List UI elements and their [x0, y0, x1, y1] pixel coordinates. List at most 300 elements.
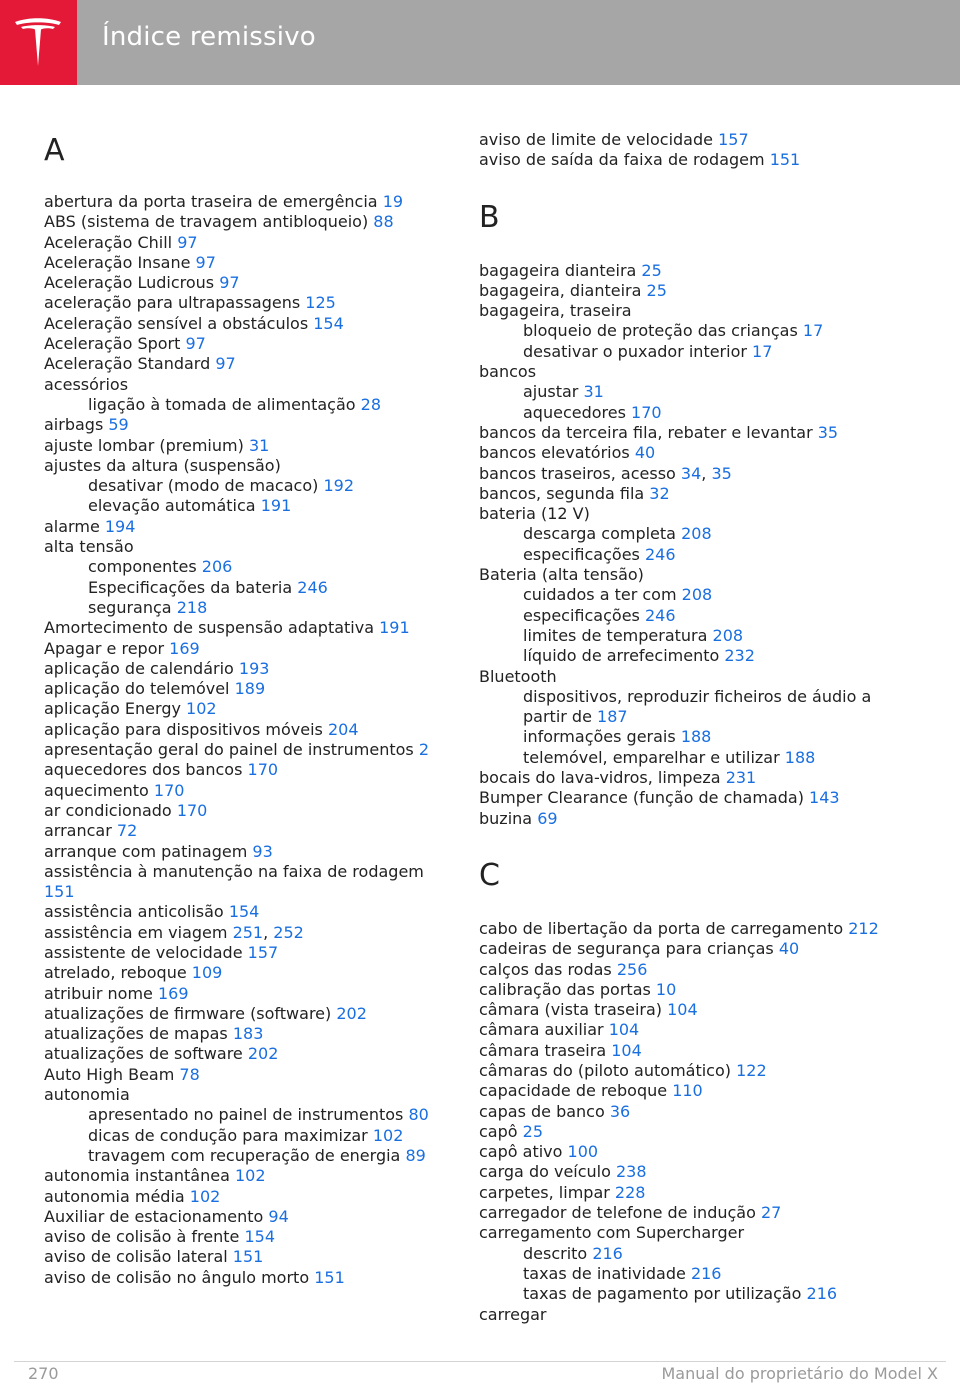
page-link[interactable]: 192 [323, 476, 354, 496]
page-link[interactable]: 36 [609, 1101, 631, 1121]
index-subentry [479, 382, 879, 402]
page-link[interactable]: 151 [769, 150, 801, 170]
entry-term: assistência em viagem [44, 922, 228, 942]
page-link[interactable]: 17 [752, 341, 773, 361]
entry-term: arrancar [44, 821, 112, 841]
page-link[interactable]: 88 [373, 212, 394, 232]
index-entry [44, 801, 444, 821]
index-entry [479, 919, 879, 939]
page-link[interactable]: 256 [616, 959, 648, 979]
page-link[interactable]: 169 [169, 638, 200, 658]
entry-term: líquido de arrefecimento [523, 646, 720, 666]
index-subentry [479, 545, 879, 565]
page-link[interactable]: 191 [260, 496, 292, 516]
index-entry [44, 1085, 444, 1105]
page-separator: , [263, 922, 269, 942]
entry-term: assistência anticolisão [44, 902, 224, 922]
page-link[interactable]: 31 [583, 382, 604, 402]
index-entry [44, 456, 444, 476]
page-title: Índice remissivo [102, 22, 316, 52]
index-subentry [479, 606, 879, 626]
page-link[interactable]: 169 [157, 983, 189, 1003]
index-entry [479, 809, 879, 829]
entry-term: desativar (modo de macaco) [88, 476, 319, 496]
entry-term: autonomia média [44, 1186, 185, 1206]
index-entry [479, 1305, 879, 1325]
entry-term: câmara (vista traseira) [479, 1000, 663, 1020]
page-link[interactable]: 151 [314, 1267, 345, 1287]
page-link[interactable]: 208 [712, 625, 744, 645]
entry-term: calços das rodas [479, 959, 612, 979]
index-entry [44, 1187, 444, 1207]
entry-term: alarme [44, 516, 100, 536]
page-link[interactable]: 17 [802, 321, 824, 341]
section-letter: C [479, 857, 500, 893]
entry-term: aquecedores dos bancos [44, 760, 243, 780]
index-subentry [479, 687, 879, 728]
entry-term: Apagar e repor [44, 638, 165, 658]
entry-term: aceleração para ultrapassagens [44, 293, 301, 313]
entry-term: aviso de limite de velocidade [479, 130, 713, 149]
index-entry [479, 484, 879, 504]
index-entry [44, 354, 444, 374]
page-link[interactable]: 202 [247, 1044, 279, 1064]
entry-term: bateria (12 V) [479, 504, 590, 524]
index-entry [479, 1162, 879, 1182]
entry-term: autonomia [44, 1085, 130, 1105]
index-entry [44, 1044, 444, 1064]
entry-term: Aceleração Insane [44, 252, 191, 272]
index-entry [44, 537, 444, 557]
page-link[interactable]: 188 [680, 727, 712, 747]
brand-logo [0, 0, 77, 85]
entry-term: desativar o puxador interior [523, 341, 747, 361]
index-entry [479, 1041, 879, 1061]
entry-term: apresentação geral do painel de instrumentos [44, 740, 414, 760]
index-entry [479, 960, 879, 980]
entry-term: aquecedores [523, 402, 626, 422]
index-entry [479, 1020, 879, 1040]
index-entry [44, 862, 444, 903]
index-entry [44, 1207, 444, 1227]
page-link[interactable]: 72 [116, 821, 138, 841]
page-link[interactable]: 35 [817, 422, 839, 442]
page-link[interactable]: 193 [238, 658, 270, 678]
page-link[interactable]: 216 [806, 1284, 838, 1304]
entry-term: ajuste lombar (premium) [44, 435, 244, 455]
index-entry [479, 464, 879, 484]
index-subentry [44, 557, 444, 577]
index-entry [479, 980, 879, 1000]
entry-term: autonomia instantânea [44, 1166, 230, 1186]
entry-term: ar condicionado [44, 800, 172, 820]
page-link[interactable]: 157 [247, 942, 279, 962]
index-subentry [479, 1284, 879, 1304]
page-link[interactable]: 102 [234, 1166, 266, 1186]
entry-term: Aceleração Standard [44, 354, 211, 374]
page-link[interactable]: 251 [232, 922, 264, 942]
index-entry [44, 1227, 444, 1247]
entry-term: câmaras do (piloto automático) [479, 1060, 731, 1080]
page-link[interactable]: 69 [537, 808, 558, 828]
page-link[interactable]: 35 [711, 463, 732, 483]
index-entry [479, 1203, 879, 1223]
page-link[interactable]: 102 [186, 699, 217, 719]
page-link[interactable]: 188 [784, 747, 816, 767]
index-entry [479, 788, 879, 808]
entry-term: abertura da porta traseira de emergência [44, 192, 378, 211]
entry-term: taxas de pagamento por utilização [523, 1284, 802, 1304]
entry-term: arranque com patinagem [44, 841, 248, 861]
index-subentry [479, 626, 879, 646]
index-subentry [479, 727, 879, 747]
index-entry [479, 423, 879, 443]
index-subentry [479, 585, 879, 605]
page-link[interactable]: 94 [268, 1206, 289, 1226]
entry-term: aplicação para dispositivos móveis [44, 719, 323, 739]
page-link[interactable]: 228 [614, 1182, 646, 1202]
entry-term: elevação automática [88, 496, 256, 516]
page-link[interactable]: 154 [228, 902, 260, 922]
entry-term: ligação à tomada de alimentação [88, 394, 356, 414]
entry-term: Aceleração sensível a obstáculos [44, 313, 309, 333]
entry-term: câmara auxiliar [479, 1020, 604, 1040]
entry-term: cadeiras de segurança para crianças [479, 939, 774, 959]
page-link[interactable]: 40 [634, 443, 656, 463]
entry-term: Auto High Beam [44, 1064, 175, 1084]
entry-term: apresentado no painel de instrumentos [88, 1105, 404, 1125]
index-subentry [479, 1244, 879, 1264]
page-link[interactable]: 104 [667, 1000, 698, 1020]
index-entry [44, 1065, 444, 1085]
entry-term: carregamento com Supercharger [479, 1223, 745, 1243]
index-subentry [479, 646, 879, 666]
index-entry [479, 1000, 879, 1020]
section-letter: A [44, 133, 65, 168]
index-subentry [479, 748, 879, 768]
page-link[interactable]: 170 [176, 800, 208, 820]
entry-term: ajustar [523, 382, 579, 402]
index-subentry [44, 1105, 444, 1125]
entry-term: dispositivos, reproduzir ficheiros de áudio a partir de [523, 686, 872, 727]
page-link[interactable]: 216 [592, 1243, 623, 1263]
index-entry [44, 923, 444, 943]
index-entry [44, 293, 444, 313]
index-entry [44, 314, 444, 334]
entry-term: câmara traseira [479, 1040, 607, 1060]
index-subentry [44, 1126, 444, 1146]
entry-term: atrelado, reboque [44, 963, 187, 983]
page-link[interactable]: 143 [809, 788, 840, 808]
index-entry [479, 667, 879, 687]
entry-term: aviso de colisão à frente [44, 1227, 240, 1247]
index-entry [479, 261, 879, 281]
entry-term: descrito [523, 1243, 588, 1263]
entry-term: bagageira, traseira [479, 301, 632, 321]
page-link[interactable]: 218 [176, 597, 208, 617]
entry-term: Bumper Clearance (função de chamada) [479, 788, 804, 808]
page-link[interactable]: 104 [608, 1020, 640, 1040]
index-entry [44, 963, 444, 983]
index-entry [479, 1061, 879, 1081]
entry-term: aviso de colisão lateral [44, 1247, 228, 1267]
page-link[interactable]: 10 [655, 979, 677, 999]
index-entry [479, 1183, 879, 1203]
entry-term: capô [479, 1121, 518, 1141]
entry-term: atualizações de firmware (software) [44, 1003, 332, 1023]
index-subentry [479, 342, 879, 362]
entry-term: especificações [523, 544, 640, 564]
page-link[interactable]: 19 [382, 192, 404, 211]
page-link[interactable]: 78 [179, 1064, 200, 1084]
entry-term: aplicação de calendário [44, 658, 234, 678]
page-link[interactable]: 151 [232, 1247, 264, 1267]
entry-term: ajustes da altura (suspensão) [44, 455, 281, 475]
index-entry [44, 273, 444, 293]
page-link[interactable]: 89 [405, 1145, 426, 1165]
entry-term: ABS (sistema de travagem antibloqueio) [44, 212, 369, 232]
index-entry [44, 1247, 444, 1267]
entry-term: componentes [88, 557, 197, 577]
entry-term: telemóvel, emparelhar e utilizar [523, 747, 780, 767]
entry-term: atualizações de mapas [44, 1024, 228, 1044]
page-header [0, 0, 960, 85]
page-link[interactable]: 191 [379, 618, 410, 638]
page-link[interactable]: 187 [597, 707, 628, 727]
page-link[interactable]: 110 [672, 1081, 703, 1101]
entry-term: Aceleração Sport [44, 334, 181, 354]
page-link[interactable]: 208 [681, 524, 712, 544]
entry-term: carregar [479, 1304, 547, 1324]
entry-term: Especificações da bateria [88, 577, 293, 597]
entry-term: bloqueio de proteção das crianças [523, 321, 798, 341]
index-entry [479, 939, 879, 959]
page-link[interactable]: 34 [680, 463, 702, 483]
section-letter: B [479, 199, 500, 235]
entry-term: carpetes, limpar [479, 1182, 610, 1202]
entry-term: travagem com recuperação de energia [88, 1145, 401, 1165]
page-link[interactable]: 97 [219, 273, 240, 293]
index-entry [44, 233, 444, 253]
index-entry [44, 821, 444, 841]
page-link[interactable]: 31 [248, 435, 270, 455]
page-link[interactable]: 102 [372, 1125, 404, 1145]
index-subentry [44, 476, 444, 496]
index-entry [479, 130, 879, 150]
page-link[interactable]: 246 [297, 577, 328, 597]
index-entry [44, 192, 444, 212]
index-entry [44, 415, 444, 435]
entry-term: aplicação do telemóvel [44, 679, 230, 699]
tesla-logo-icon [12, 16, 64, 70]
index-entry [44, 699, 444, 719]
index-entry [479, 443, 879, 463]
entry-term: buzina [479, 808, 533, 828]
entry-term: bancos elevatórios [479, 443, 630, 463]
entry-term: aplicação Energy [44, 699, 181, 719]
entry-term: airbags [44, 415, 104, 435]
entry-term: Aceleração Ludicrous [44, 273, 215, 293]
page-link[interactable]: 97 [215, 354, 236, 374]
index-entry [44, 639, 444, 659]
entry-term: capas de banco [479, 1101, 605, 1121]
index-subentry [44, 578, 444, 598]
index-entry [479, 301, 879, 321]
page-link[interactable]: 202 [336, 1003, 367, 1023]
page-link[interactable]: 97 [195, 252, 216, 272]
index-subentry [44, 598, 444, 618]
entry-term: atribuir nome [44, 983, 153, 1003]
entry-term: capacidade de reboque [479, 1081, 668, 1101]
page-link[interactable]: 246 [644, 544, 676, 564]
page-link[interactable]: 189 [234, 679, 266, 699]
page-link[interactable]: 102 [189, 1186, 221, 1206]
page-link[interactable]: 170 [631, 402, 662, 422]
entry-term: acessórios [44, 374, 129, 394]
page-link[interactable]: 32 [649, 483, 670, 503]
index-entry [44, 436, 444, 456]
entry-term: bagageira dianteira [479, 260, 637, 280]
index-entry [44, 375, 444, 395]
index-subentry [44, 496, 444, 516]
footer-manual-title: Manual do proprietário do Model X [661, 1364, 938, 1383]
index-entry [44, 659, 444, 679]
index-entry [479, 1122, 879, 1142]
page-link[interactable]: 212 [848, 918, 879, 938]
index-subentry [479, 321, 879, 341]
index-entry [44, 1268, 444, 1288]
page-link[interactable]: 122 [736, 1060, 767, 1080]
entry-term: assistente de velocidade [44, 942, 243, 962]
entry-term: atualizações de software [44, 1044, 243, 1064]
page-link[interactable]: 40 [778, 939, 800, 959]
page-link[interactable]: 206 [201, 557, 233, 577]
index-entry [479, 281, 879, 301]
entry-term: aviso de saída da faixa de rodagem [479, 150, 765, 170]
index-entry [44, 1024, 444, 1044]
index-entry [44, 781, 444, 801]
entry-term: bocais do lava-vidros, limpeza [479, 768, 721, 788]
entry-term: bancos traseiros, acesso [479, 463, 676, 483]
page-link[interactable]: 208 [681, 585, 713, 605]
page-link[interactable]: 194 [104, 516, 136, 536]
entry-term: alta tensão [44, 537, 134, 557]
index-subentry [479, 403, 879, 423]
index-entry [44, 760, 444, 780]
entry-term: dicas de condução para maximizar [88, 1125, 368, 1145]
entry-term: carga do veículo [479, 1162, 611, 1182]
index-entry [479, 1102, 879, 1122]
page-link[interactable]: 97 [177, 232, 198, 252]
index-subentry [479, 524, 879, 544]
page-link[interactable]: 170 [247, 760, 279, 780]
page-link[interactable]: 25 [522, 1121, 543, 1141]
page-link[interactable]: 151 [44, 882, 75, 902]
index-entry [44, 517, 444, 537]
index-entry [479, 150, 879, 170]
index-entry [479, 362, 879, 382]
entry-term: segurança [88, 597, 172, 617]
index-entry [44, 212, 444, 232]
page-link[interactable]: 25 [641, 260, 662, 280]
page-link[interactable]: 125 [305, 293, 336, 313]
index-entry [479, 565, 879, 585]
index-entry [479, 1142, 879, 1162]
page-link[interactable]: 157 [718, 130, 749, 149]
index-subentry [44, 1146, 444, 1166]
entry-term: Bluetooth [479, 666, 557, 686]
page-link[interactable]: 231 [725, 768, 757, 788]
page-link[interactable]: 246 [644, 605, 676, 625]
entry-term: Aceleração Chill [44, 232, 173, 252]
page-link[interactable]: 25 [646, 280, 667, 300]
page-link[interactable]: 97 [185, 334, 206, 354]
page-link[interactable]: 232 [724, 646, 755, 666]
page-link[interactable]: 27 [760, 1203, 782, 1223]
entry-term: cabo de libertação da porta de carregamento [479, 918, 844, 938]
page-link[interactable]: 100 [567, 1142, 599, 1162]
page-link[interactable]: 93 [252, 841, 273, 861]
entry-term: assistência à manutenção na faixa de rodagem [44, 861, 424, 881]
index-entry [44, 984, 444, 1004]
index-column-right [479, 130, 879, 1325]
entry-term: calibração das portas [479, 979, 651, 999]
page-link[interactable]: 109 [191, 963, 223, 983]
page-link[interactable]: 183 [232, 1024, 264, 1044]
page-link[interactable]: 154 [313, 313, 344, 333]
entry-term: bancos, segunda fila [479, 483, 645, 503]
page-link[interactable]: 80 [408, 1105, 429, 1125]
entry-term: carregador de telefone de indução [479, 1203, 756, 1223]
page-link[interactable]: 238 [616, 1162, 647, 1182]
index-column-left [44, 130, 444, 1288]
index-entry [44, 618, 444, 638]
index-entry [44, 1166, 444, 1186]
page-separator: , [701, 463, 707, 483]
entry-term: bancos [479, 362, 537, 382]
entry-term: cuidados a ter com [523, 585, 677, 605]
page-link[interactable]: 59 [108, 415, 129, 435]
entry-term: descarga completa [523, 524, 676, 544]
entry-term: bagageira, dianteira [479, 280, 642, 300]
index-entry [479, 1081, 879, 1101]
page-link[interactable]: 252 [273, 922, 304, 942]
entry-term: Bateria (alta tensão) [479, 565, 644, 585]
page-link[interactable]: 28 [360, 394, 381, 414]
footer-page-number: 270 [28, 1364, 59, 1383]
page-link[interactable]: 170 [153, 780, 185, 800]
entry-term: bancos da terceira fila, rebater e levantar [479, 422, 813, 442]
page-link[interactable]: 204 [327, 719, 359, 739]
page-link[interactable]: 154 [244, 1227, 275, 1247]
entry-term: Amortecimento de suspensão adaptativa [44, 618, 375, 638]
index-subentry [479, 1264, 879, 1284]
index-entry [479, 1223, 879, 1243]
entry-term: capô ativo [479, 1142, 563, 1162]
index-subentry [44, 395, 444, 415]
index-entry [479, 504, 879, 524]
index-entry [44, 720, 444, 740]
page-link[interactable]: 104 [611, 1040, 642, 1060]
page-link[interactable]: 2 [418, 740, 430, 760]
index-entry [44, 902, 444, 922]
entry-term: aquecimento [44, 780, 149, 800]
entry-term: informações gerais [523, 727, 676, 747]
entry-term: aviso de colisão no ângulo morto [44, 1267, 310, 1287]
page-link[interactable]: 216 [690, 1263, 722, 1283]
index-entry [44, 842, 444, 862]
index-entry [44, 1004, 444, 1024]
